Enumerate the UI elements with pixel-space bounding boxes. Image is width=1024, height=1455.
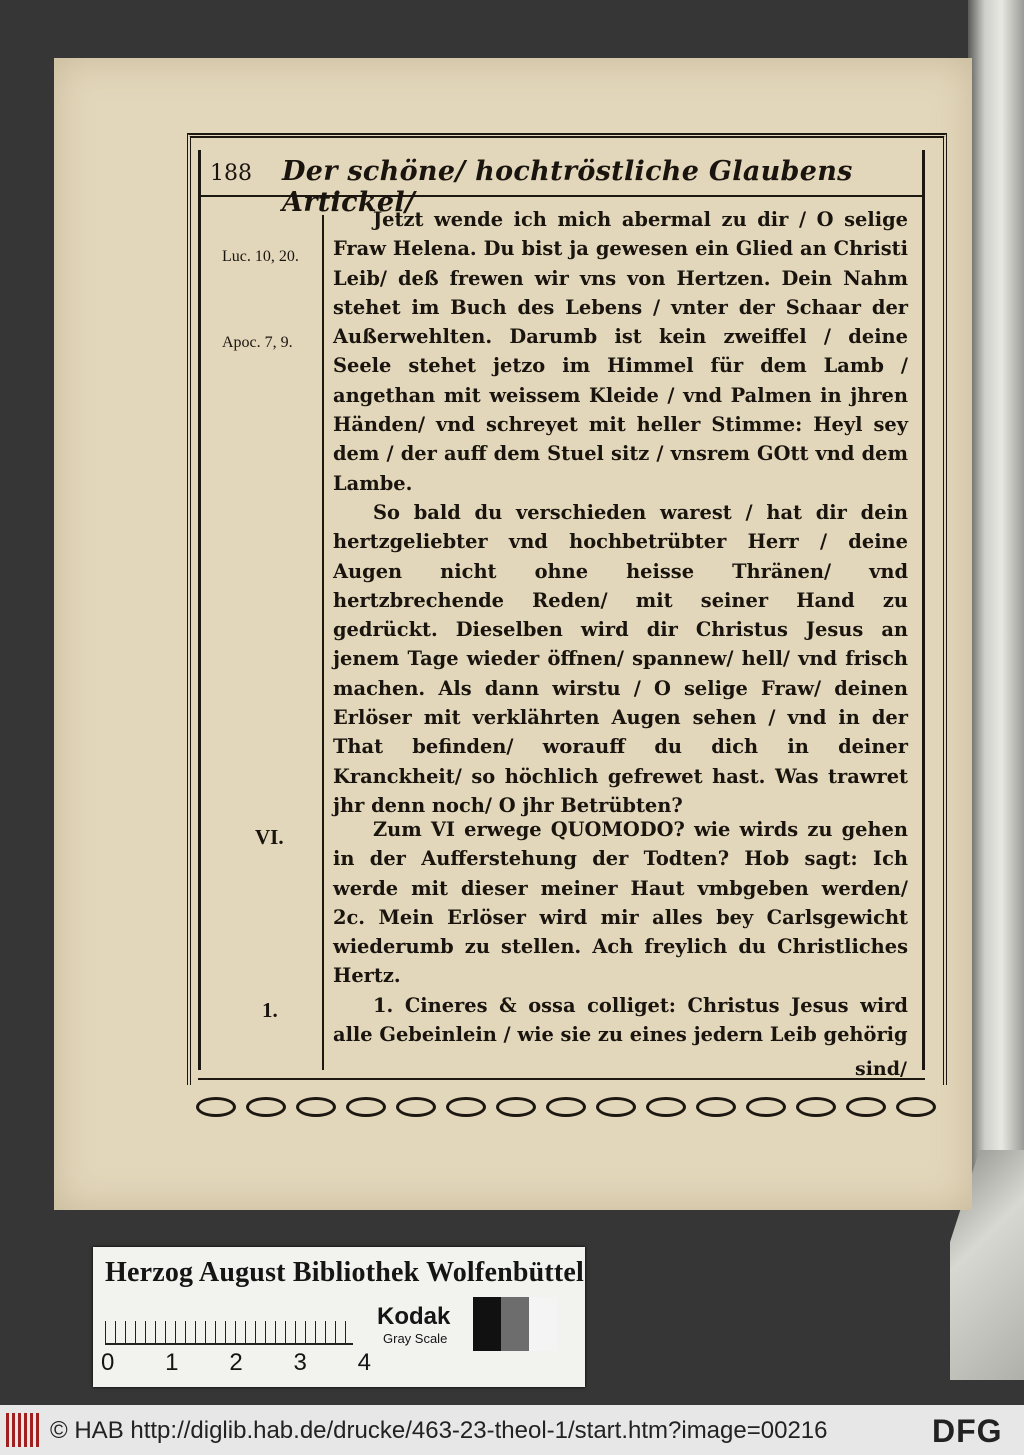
ruler-number: 0: [101, 1349, 115, 1376]
hab-logo-icon: [6, 1413, 42, 1447]
ruler-number: 4: [357, 1349, 371, 1376]
glass-edge: [968, 0, 1024, 1250]
ornament-link-icon: [696, 1097, 736, 1117]
margin-rule: [322, 215, 324, 1070]
ornament-link-icon: [246, 1097, 286, 1117]
ruler-scale: [105, 1303, 353, 1345]
margin-note-vi: VI.: [255, 825, 284, 849]
ornament-link-icon: [496, 1097, 536, 1117]
ornament-link-icon: [546, 1097, 586, 1117]
ruler-number: 2: [229, 1349, 243, 1376]
frame-inner-right: [922, 150, 925, 1070]
margin-note-1: 1.: [262, 998, 278, 1022]
ornament-link-icon: [446, 1097, 486, 1117]
kodak-brand: Kodak: [377, 1303, 451, 1330]
paragraph: Zum VI erwege QUOMODO? wie wirds zu gehen in der Aufferstehung der Todten? Hob sagt: Ich werde mit dieser meiner Haut vmbgeben werden/ 2c. Mein Erlöser wird mir alles bey Carlsgewicht wiederumb zu stellen. Ach freylich du Christliches Hertz.: [333, 818, 908, 988]
ruler-number: 1: [165, 1349, 179, 1376]
ornament-link-icon: [896, 1097, 936, 1117]
page-header: [210, 156, 910, 218]
ornament-border: [196, 1094, 936, 1120]
ornament-link-icon: [746, 1097, 786, 1117]
ornament-link-icon: [296, 1097, 336, 1117]
paragraph: So bald du verschieden warest / hat dir dein hertzgeliebter vnd hochbetrübter Herr / deine Augen nicht ohne heisse Thränen/ vnd hertzbrechende Reden/ mit seiner Hand zu gedrückt. Dieselben wird dir Christus Jesus an jenem Tage wieder öffnen/ spannew/ hell/ vnd frisch machen. Als dann wirstu / O selige Fraw/ deinen Erlöser mit verklährten Augen sehen / vnd in der That befinden/ worauff du dich in deiner Kranckheit/ so höchlich gefrewet hast. Was trawret jhr denn noch/ O jhr Betrübten?: [333, 500, 908, 817]
gray-swatch: [473, 1297, 501, 1351]
running-head: Der schöne/ hochtröstliche Glaubens Artickel/: [282, 156, 853, 218]
copyright-link[interactable]: © HAB http://diglib.hab.de/drucke/463-23-theol-1/start.htm?image=00216: [50, 1417, 828, 1444]
frame-inner-left: [198, 150, 201, 1070]
ruler-number: 3: [293, 1349, 307, 1376]
paragraph: 1. Cineres & ossa colliget: Christus Jesus wird alle Gebeinlein / wie sie zu eines jedern Leib gehörig: [333, 993, 908, 1047]
body-text-top: [333, 205, 908, 820]
body-text-bottom: [333, 815, 908, 1049]
color-calibration-label: [93, 1247, 585, 1387]
kodak-subtitle: Gray Scale: [383, 1331, 448, 1346]
gray-swatch: [529, 1297, 557, 1351]
margin-note-luc: Luc. 10, 20.: [222, 248, 299, 265]
page-number: 188: [210, 161, 252, 186]
catchword: sind/: [855, 1058, 907, 1080]
paragraph: Jetzt wende ich mich abermal zu dir / O selige Fraw Helena. Du bist ja gewesen ein Glied an Christi Leib/ deß frewen wir vns von Hertzen. Dein Nahm stehet im Buch des Lebens / vnter der Schaar der Außerwehlten. Darumb ist kein zweiffel / deine Seele stehet jetzo im Himmel für dem Lamb / angethan mit weissem Kleide / vnd Palmen in jhren Händen/ vnd schreyet mit heller Stimme: Heyl sey dem / der auff dem Stuel sitz / vnsrem GOtt vnd dem Lambe.: [333, 208, 908, 495]
dfg-logo: DFG: [932, 1413, 1003, 1449]
ornament-link-icon: [596, 1097, 636, 1117]
gray-swatch: [501, 1297, 529, 1351]
margin-note-apoc: Apoc. 7, 9.: [222, 334, 293, 351]
ornament-link-icon: [846, 1097, 886, 1117]
bottom-rule: [198, 1078, 925, 1080]
ornament-link-icon: [346, 1097, 386, 1117]
library-name: Herzog August Bibliothek Wolfenbüttel: [105, 1257, 585, 1288]
ornament-link-icon: [196, 1097, 236, 1117]
gray-swatches: [473, 1297, 557, 1351]
ornament-link-icon: [396, 1097, 436, 1117]
ruler-numbers: [101, 1349, 371, 1377]
ornament-link-icon: [796, 1097, 836, 1117]
ornament-link-icon: [646, 1097, 686, 1117]
